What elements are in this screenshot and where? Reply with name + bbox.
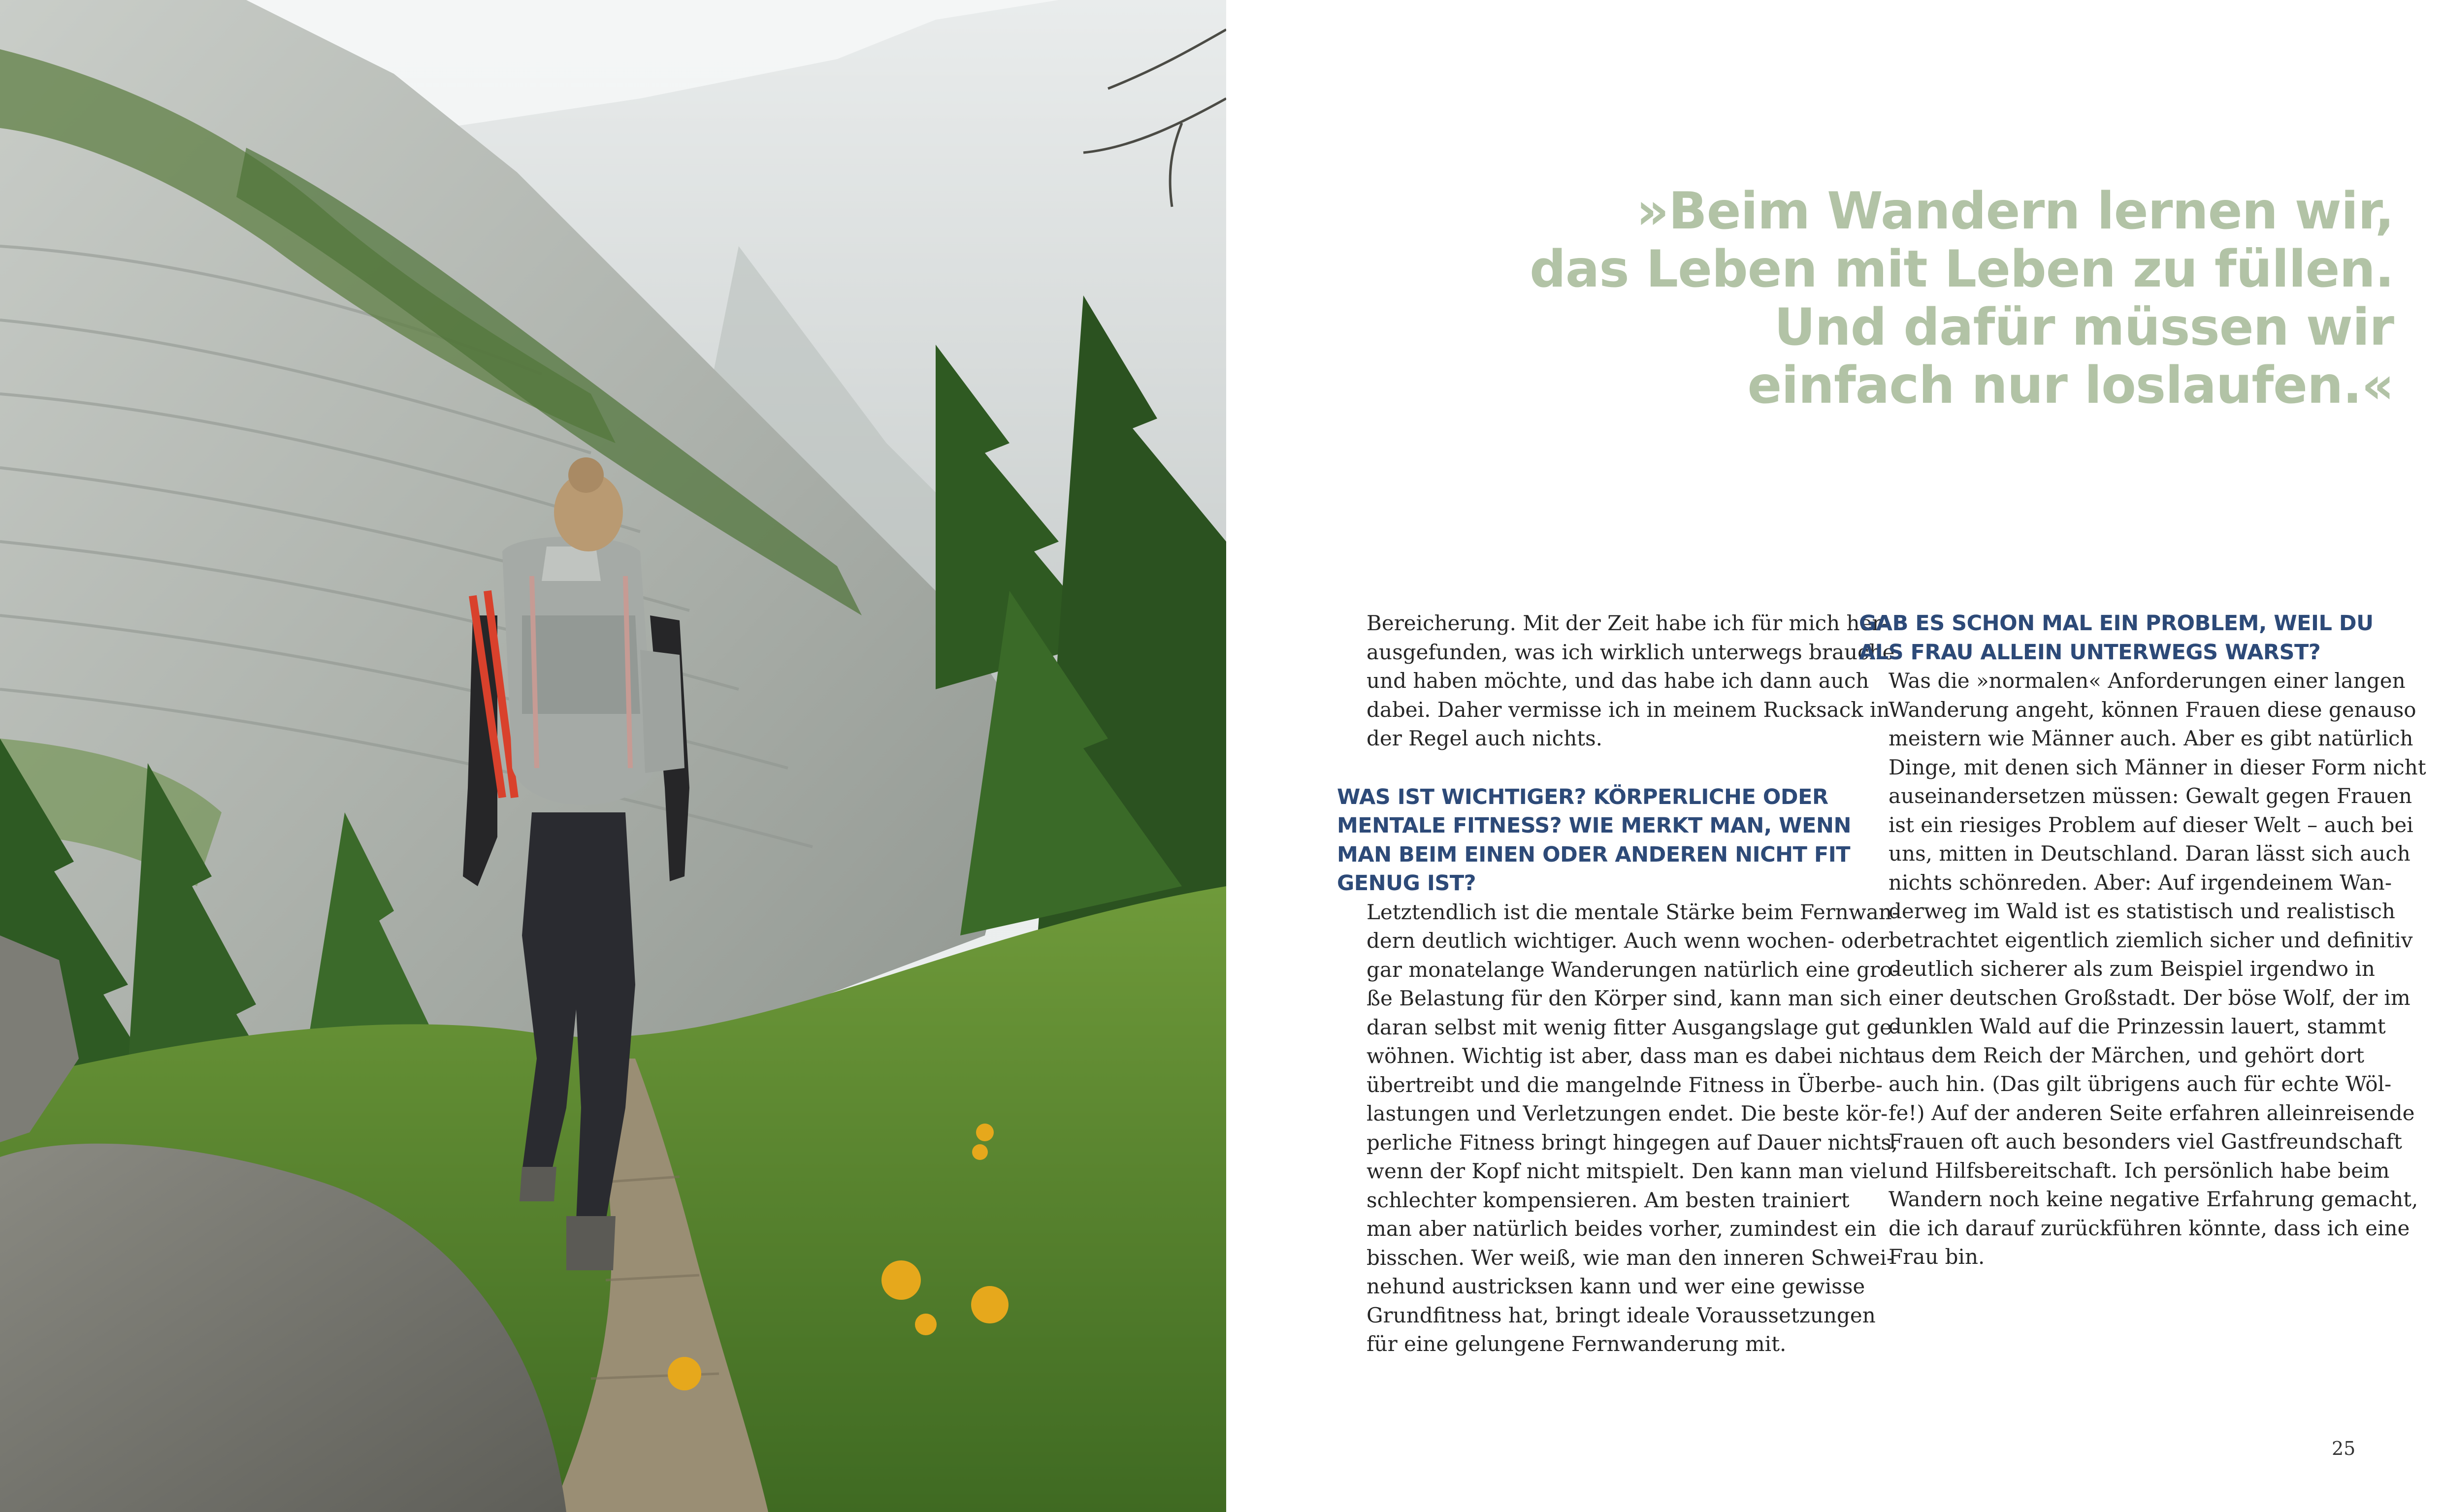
text-line: dern deutlich wichtiger. Auch wenn wochen- oder — [1367, 929, 1889, 953]
text-line: Frau bin. — [1889, 1245, 1985, 1269]
heading-line: WAS IST WICHTIGER? KÖRPERLICHE ODER — [1337, 784, 1828, 809]
heading-line: MENTALE FITNESS? WIE MERKT MAN, WENN — [1337, 813, 1851, 838]
text-line: wenn der Kopf nicht mitspielt. Den kann man viel — [1367, 1159, 1888, 1183]
text-line: auch hin. (Das gilt übrigens auch für echte Wöl- — [1889, 1072, 2392, 1096]
quote-line: einfach nur loslaufen.« — [1747, 356, 2394, 415]
text-line: schlechter kompensieren. Am besten trainiert — [1367, 1188, 1850, 1212]
text-line: nehund austricksen kann und wer eine gewisse — [1367, 1274, 1865, 1298]
page-number: 25 — [2332, 1438, 2356, 1459]
quote-line: »Beim Wandern lernen wir, — [1636, 182, 2394, 241]
text-line: man aber natürlich beides vorher, zumindest ein — [1367, 1217, 1877, 1241]
text-line: deutlich sicherer als zum Beispiel irgendwo in — [1889, 957, 2375, 981]
text-line: dabei. Daher vermisse ich in meinem Rucksack in — [1367, 697, 1890, 722]
text-line: wöhnen. Wichtig ist aber, dass man es dabei nicht — [1367, 1044, 1892, 1068]
intro-paragraph — [1337, 609, 1895, 753]
quote-line: Und dafür müssen wir — [1774, 298, 2394, 357]
text-line: Was die »normalen« Anforderungen einer langen — [1889, 669, 2406, 693]
text-line: gar monatelange Wanderungen natürlich eine gro- — [1367, 957, 1899, 982]
text-line: Bereicherung. Mit der Zeit habe ich für mich her- — [1367, 611, 1889, 635]
text-line: ausgefunden, was ich wirklich unterwegs brauche — [1367, 640, 1895, 664]
text-line: und Hilfsbereitschaft. Ich persönlich habe beim — [1889, 1158, 2390, 1183]
text-line: Frauen oft auch besonders viel Gastfreundschaft — [1889, 1129, 2402, 1154]
text-line: derweg im Wald ist es statistisch und realistisch — [1889, 899, 2395, 923]
text-line: dunklen Wald auf die Prinzessin lauert, stammt — [1889, 1014, 2386, 1038]
text-line: perliche Fitness bringt hingegen auf Dauer nichts, — [1367, 1130, 1898, 1155]
text-line: der Regel auch nichts. — [1367, 726, 1603, 750]
heading-line: GENUG IST? — [1337, 871, 1476, 896]
pull-quote — [1458, 182, 2394, 415]
text-line: ist ein riesiges Problem auf dieser Welt – auch bei — [1889, 812, 2413, 837]
text-column-left — [1337, 609, 1899, 1359]
text-line: uns, mitten in Deutschland. Daran lässt sich auch — [1889, 841, 2410, 866]
text-line: daran selbst mit wenig fitter Ausgangslage gut ge- — [1367, 1015, 1899, 1039]
text-line: und haben möchte, und das habe ich dann auch — [1367, 669, 1869, 693]
text-line: übertreibt und die mangelnde Fitness in Überbe- — [1367, 1072, 1883, 1097]
text-line: auseinandersetzen müssen: Gewalt gegen Frauen — [1889, 784, 2412, 808]
text-line: lastungen und Verletzungen endet. Die beste kör- — [1367, 1101, 1888, 1126]
heading-line: ALS FRAU ALLEIN UNTERWEGS WARST? — [1859, 640, 2321, 665]
text-line: Grundfitness hat, bringt ideale Voraussetzungen — [1367, 1303, 1876, 1327]
text-line: einer deutschen Großstadt. Der böse Wolf, der im — [1889, 985, 2410, 1010]
text-column-right — [1859, 609, 2426, 1272]
question-heading-woman-alone — [1859, 609, 2374, 667]
heading-line: MAN BEIM EINEN ODER ANDEREN NICHT FIT — [1337, 842, 1851, 867]
answer-paragraph-fitness — [1337, 898, 1899, 1359]
text-line: die ich darauf zurückführen könnte, dass ich eine — [1889, 1216, 2410, 1240]
text-line: für eine gelungene Fernwanderung mit. — [1367, 1332, 1787, 1356]
text-line: nichts schönreden. Aber: Auf irgendeinem Wan- — [1889, 870, 2392, 895]
text-line: fe!) Auf der anderen Seite erfahren alleinreisende — [1889, 1100, 2415, 1125]
text-line: bisschen. Wer weiß, wie man den inneren Schwei- — [1367, 1245, 1894, 1270]
quote-line: das Leben mit Leben zu füllen. — [1530, 240, 2394, 299]
answer-paragraph-woman-alone — [1859, 667, 2426, 1272]
text-line: Wanderung angeht, können Frauen diese genauso — [1889, 697, 2416, 722]
text-line: betrachtet eigentlich ziemlich sicher und definitiv — [1889, 928, 2413, 952]
text-line: Wandern noch keine negative Erfahrung gemacht, — [1889, 1187, 2418, 1211]
text-line: Dinge, mit denen sich Männer in dieser Form nicht — [1889, 755, 2426, 779]
question-heading-fitness — [1337, 783, 1851, 898]
text-line: aus dem Reich der Märchen, und gehört dort — [1889, 1043, 2365, 1067]
text-line: Letztendlich ist die mentale Stärke beim Fernwan- — [1367, 900, 1899, 924]
heading-line: GAB ES SCHON MAL EIN PROBLEM, WEIL DU — [1859, 611, 2374, 636]
text-line: ße Belastung für den Körper sind, kann man sich — [1367, 986, 1882, 1010]
text-line: meistern wie Männer auch. Aber es gibt natürlich — [1889, 726, 2413, 750]
